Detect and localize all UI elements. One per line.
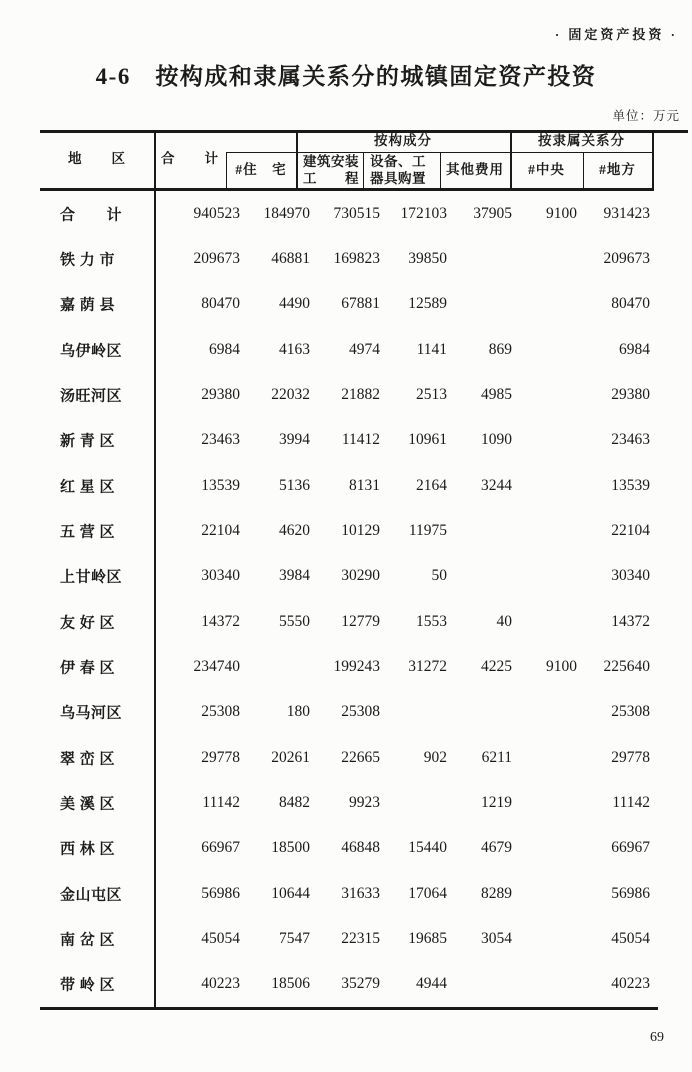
- region-name: 南 岔 区: [60, 932, 116, 949]
- table-row: [40, 508, 688, 553]
- value-local: 6984: [619, 340, 650, 358]
- region-name: 新 青 区: [60, 433, 116, 450]
- value-other: 1219: [481, 793, 512, 811]
- value-housing: 8482: [279, 793, 310, 811]
- value-local: 225640: [603, 657, 650, 675]
- value-housing: 5136: [279, 476, 310, 494]
- value-total: 23463: [201, 431, 240, 449]
- value-housing: 4620: [279, 521, 310, 539]
- group-header-affiliation: 按隶属关系分: [538, 132, 625, 148]
- value-other: 3054: [481, 929, 512, 947]
- value-construction: 199243: [333, 657, 380, 675]
- value-total: 56986: [201, 884, 240, 902]
- value-housing: 10644: [271, 884, 310, 902]
- value-construction: 31633: [341, 884, 380, 902]
- value-local: 25308: [611, 703, 650, 721]
- value-local: 56986: [611, 884, 650, 902]
- value-local: 23463: [611, 431, 650, 449]
- column-header-equipment: [365, 153, 440, 188]
- value-central: 9100: [546, 657, 577, 675]
- table-row: [40, 372, 688, 417]
- region-name: 伊 春 区: [60, 660, 116, 677]
- value-other: 40: [496, 612, 512, 630]
- value-other: 8289: [481, 884, 512, 902]
- value-local: 80470: [611, 295, 650, 313]
- table-row: [40, 644, 688, 689]
- value-equipment: 11975: [408, 521, 447, 539]
- value-equipment: 15440: [408, 839, 447, 857]
- value-local: 11142: [612, 793, 650, 811]
- region-name: 带 岭 区: [60, 977, 116, 994]
- value-equipment: 1141: [416, 340, 447, 358]
- value-construction: 10129: [341, 521, 380, 539]
- value-housing: 22032: [271, 385, 310, 403]
- table-row: [40, 916, 688, 961]
- value-equipment: 4944: [416, 975, 447, 993]
- column-header-equipment-line1: 设备、工: [370, 154, 426, 170]
- table-row: [40, 599, 688, 644]
- value-construction: 67881: [341, 295, 380, 313]
- value-equipment: 39850: [408, 249, 447, 267]
- value-total: 29778: [201, 748, 240, 766]
- value-housing: 46881: [271, 249, 310, 267]
- page-number: 69: [650, 1030, 664, 1045]
- value-equipment: 172103: [400, 204, 447, 222]
- value-housing: 18506: [271, 975, 310, 993]
- value-construction: 12779: [341, 612, 380, 630]
- value-local: 931423: [603, 204, 650, 222]
- region-name: 金山屯区: [60, 887, 123, 904]
- value-total: 25308: [201, 703, 240, 721]
- column-header-construction-line2: 工 程: [303, 170, 359, 186]
- value-local: 29380: [611, 385, 650, 403]
- value-total: 30340: [201, 567, 240, 585]
- unit-label: 单位：万元: [612, 109, 680, 123]
- region-name: 铁 力 市: [60, 252, 116, 269]
- region-name: 合 计: [60, 207, 123, 224]
- value-housing: 180: [286, 703, 310, 721]
- chapter-header-label: · 固定资产投资 ·: [554, 27, 678, 42]
- value-equipment: 50: [431, 567, 447, 585]
- value-local: 29778: [611, 748, 650, 766]
- value-local: 40223: [611, 975, 650, 993]
- value-other: 37905: [473, 204, 512, 222]
- value-construction: 8131: [349, 476, 380, 494]
- column-header-total: 合 计: [161, 150, 219, 166]
- table-row: [40, 282, 688, 327]
- table-row: [40, 871, 688, 916]
- value-local: 30340: [611, 567, 650, 585]
- value-other: 1090: [481, 431, 512, 449]
- value-housing: 7547: [279, 929, 310, 947]
- value-construction: 22665: [341, 748, 380, 766]
- value-equipment: 902: [423, 748, 447, 766]
- value-construction: 21882: [341, 385, 380, 403]
- table-title: 4-6 按构成和隶属关系分的城镇固定资产投资: [95, 64, 597, 89]
- table-row: [40, 327, 688, 372]
- table-row: [40, 826, 688, 871]
- value-equipment: 1553: [416, 612, 447, 630]
- column-header-construction: [298, 153, 363, 188]
- value-construction: 730515: [333, 204, 380, 222]
- value-total: 14372: [201, 612, 240, 630]
- value-equipment: 2513: [416, 385, 447, 403]
- table-row: [40, 463, 688, 508]
- value-local: 66967: [611, 839, 650, 857]
- value-housing: 5550: [279, 612, 310, 630]
- value-other: 6211: [481, 748, 512, 766]
- value-total: 11142: [202, 793, 240, 811]
- table-row: [40, 191, 688, 236]
- value-construction: 30290: [341, 567, 380, 585]
- value-housing: 3984: [279, 567, 310, 585]
- value-local: 14372: [611, 612, 650, 630]
- value-total: 940523: [193, 204, 240, 222]
- value-equipment: 12589: [408, 295, 447, 313]
- table-row: [40, 735, 688, 780]
- value-housing: 4490: [279, 295, 310, 313]
- value-local: 22104: [611, 521, 650, 539]
- value-equipment: 31272: [408, 657, 447, 675]
- value-total: 13539: [201, 476, 240, 494]
- table-row: [40, 236, 688, 281]
- value-construction: 25308: [341, 703, 380, 721]
- region-name: 嘉 荫 县: [60, 297, 116, 314]
- value-housing: 184970: [263, 204, 310, 222]
- value-equipment: 19685: [408, 929, 447, 947]
- value-construction: 22315: [341, 929, 380, 947]
- value-housing: 4163: [279, 340, 310, 358]
- value-housing: 3994: [279, 431, 310, 449]
- value-equipment: 17064: [408, 884, 447, 902]
- value-other: 4985: [481, 385, 512, 403]
- value-other: 869: [488, 340, 512, 358]
- construction-equipment-divider: [363, 153, 364, 188]
- table-row: [40, 418, 688, 463]
- value-housing: 18500: [271, 839, 310, 857]
- table-row: [40, 962, 688, 1007]
- table-row: [40, 780, 688, 825]
- value-housing: 20261: [271, 748, 310, 766]
- region-name: 美 溪 区: [60, 796, 116, 813]
- value-total: 45054: [201, 929, 240, 947]
- value-total: 209673: [193, 249, 240, 267]
- value-equipment: 2164: [416, 476, 447, 494]
- value-total: 29380: [201, 385, 240, 403]
- table-row: [40, 554, 688, 599]
- value-construction: 9923: [349, 793, 380, 811]
- value-total: 40223: [201, 975, 240, 993]
- region-name: 乌伊岭区: [60, 343, 123, 360]
- region-name: 上甘岭区: [60, 569, 123, 586]
- column-header-construction-line1: 建筑安装: [303, 154, 359, 170]
- value-other: 4679: [481, 839, 512, 857]
- value-construction: 46848: [341, 839, 380, 857]
- region-name: 汤旺河区: [60, 388, 123, 405]
- value-total: 80470: [201, 295, 240, 313]
- value-total: 66967: [201, 839, 240, 857]
- column-header-central: #中央: [528, 162, 565, 178]
- value-local: 45054: [611, 929, 650, 947]
- value-central: 9100: [546, 204, 577, 222]
- table-row: [40, 690, 688, 735]
- statistics-table: [40, 130, 688, 1011]
- value-other: 4225: [481, 657, 512, 675]
- region-name: 乌马河区: [60, 705, 123, 722]
- value-construction: 4974: [349, 340, 380, 358]
- value-total: 6984: [209, 340, 240, 358]
- value-construction: 11412: [341, 431, 380, 449]
- column-header-housing: #住 宅: [235, 162, 287, 178]
- table-body: [40, 191, 688, 1007]
- value-equipment: 10961: [408, 431, 447, 449]
- column-header-local: #地方: [599, 162, 636, 178]
- value-total: 234740: [193, 657, 240, 675]
- region-name: 红 星 区: [60, 479, 116, 496]
- table-border-bottom: [40, 1007, 658, 1010]
- region-name: 西 林 区: [60, 841, 116, 858]
- region-name: 友 好 区: [60, 615, 116, 632]
- value-local: 209673: [603, 249, 650, 267]
- column-header-region: 地 区: [68, 150, 126, 166]
- value-construction: 169823: [333, 249, 380, 267]
- column-header-other: 其他费用: [446, 162, 504, 178]
- column-header-equipment-line2: 器具购置: [370, 170, 426, 186]
- value-total: 22104: [201, 521, 240, 539]
- value-construction: 35279: [341, 975, 380, 993]
- region-name: 五 营 区: [60, 524, 116, 541]
- value-local: 13539: [611, 476, 650, 494]
- group-header-composition: 按构成分: [374, 132, 432, 148]
- region-name: 翠 峦 区: [60, 751, 116, 768]
- value-other: 3244: [481, 476, 512, 494]
